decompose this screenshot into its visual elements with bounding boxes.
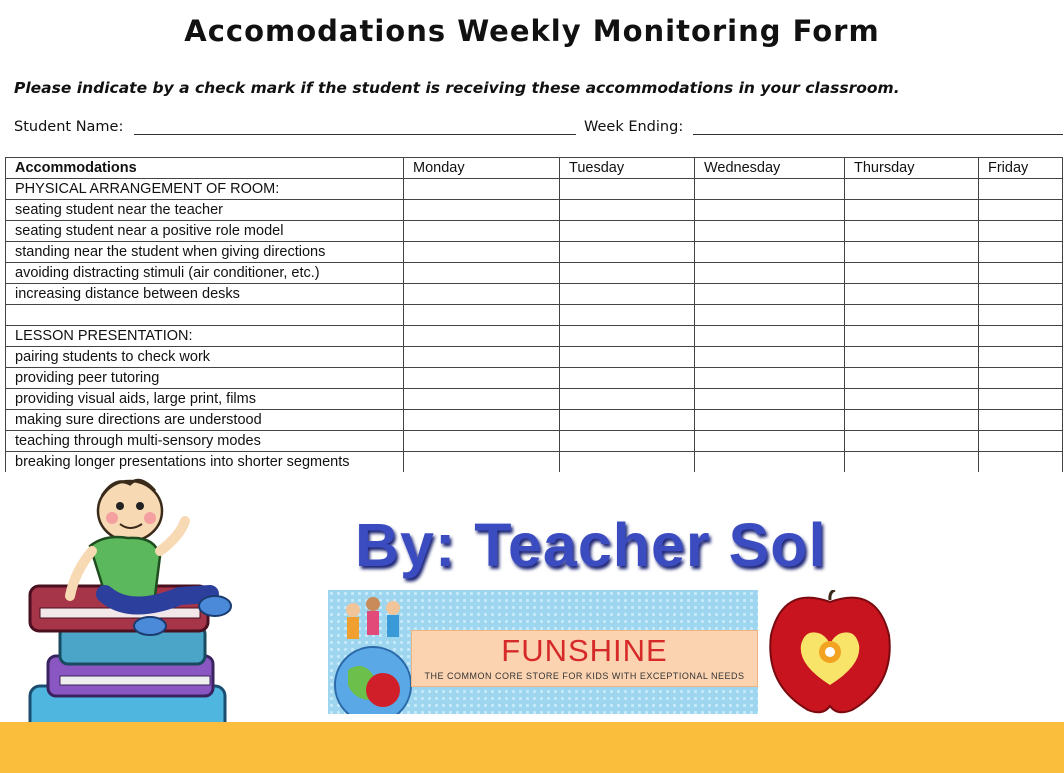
checkmark-cell[interactable] bbox=[845, 305, 979, 326]
table-row bbox=[6, 326, 1063, 347]
accommodation-label: pairing students to check work bbox=[6, 347, 404, 368]
checkmark-cell[interactable] bbox=[845, 221, 979, 242]
table-row bbox=[6, 452, 1063, 473]
student-name-field[interactable] bbox=[134, 120, 576, 135]
table-row bbox=[6, 179, 1063, 200]
accommodation-label: breaking longer presentations into shorter segments bbox=[6, 452, 404, 473]
brand-name: FUNSHINE bbox=[501, 633, 668, 668]
checkmark-cell[interactable] bbox=[979, 221, 1063, 242]
checkmark-cell[interactable] bbox=[979, 242, 1063, 263]
banner-label bbox=[411, 630, 758, 687]
table-row bbox=[6, 389, 1063, 410]
checkmark-cell[interactable] bbox=[845, 431, 979, 452]
checkmark-cell[interactable] bbox=[979, 284, 1063, 305]
apple-icon bbox=[763, 590, 897, 714]
checkmark-cell[interactable] bbox=[979, 305, 1063, 326]
checkmark-cell[interactable] bbox=[404, 221, 560, 242]
accommodation-label: seating student near the teacher bbox=[6, 200, 404, 221]
page-title: Accomodations Weekly Monitoring Form bbox=[184, 14, 880, 48]
checkmark-cell[interactable] bbox=[560, 410, 695, 431]
checkmark-cell[interactable] bbox=[560, 200, 695, 221]
checkmark-cell[interactable] bbox=[560, 284, 695, 305]
column-header-day: Tuesday bbox=[560, 158, 695, 179]
table-row bbox=[6, 242, 1063, 263]
checkmark-cell[interactable] bbox=[695, 389, 845, 410]
student-name-label: Student Name: bbox=[14, 119, 124, 135]
table-row bbox=[6, 368, 1063, 389]
table-row bbox=[6, 305, 1063, 326]
checkmark-cell[interactable] bbox=[560, 368, 695, 389]
checkmark-cell[interactable] bbox=[695, 368, 845, 389]
checkmark-cell[interactable] bbox=[560, 263, 695, 284]
accommodation-label: avoiding distracting stimuli (air conditioner, etc.) bbox=[6, 263, 404, 284]
checkmark-cell[interactable] bbox=[404, 179, 560, 200]
checkmark-cell[interactable] bbox=[979, 200, 1063, 221]
checkmark-cell[interactable] bbox=[404, 410, 560, 431]
checkmark-cell[interactable] bbox=[560, 179, 695, 200]
checkmark-cell[interactable] bbox=[695, 410, 845, 431]
table-row bbox=[6, 431, 1063, 452]
column-header-day: Thursday bbox=[845, 158, 979, 179]
checkmark-cell[interactable] bbox=[560, 305, 695, 326]
accommodation-label: providing visual aids, large print, films bbox=[6, 389, 404, 410]
checkmark-cell[interactable] bbox=[404, 431, 560, 452]
checkmark-cell[interactable] bbox=[695, 305, 845, 326]
footer-bar bbox=[0, 722, 1064, 773]
checkmark-cell[interactable] bbox=[979, 179, 1063, 200]
checkmark-cell[interactable] bbox=[560, 431, 695, 452]
checkmark-cell[interactable] bbox=[845, 200, 979, 221]
checkmark-cell[interactable] bbox=[404, 263, 560, 284]
checkmark-cell[interactable] bbox=[695, 431, 845, 452]
checkmark-cell[interactable] bbox=[845, 347, 979, 368]
week-ending-field[interactable] bbox=[693, 120, 1063, 135]
checkmark-cell[interactable] bbox=[845, 326, 979, 347]
checkmark-cell[interactable] bbox=[695, 242, 845, 263]
week-ending-label: Week Ending: bbox=[584, 119, 684, 135]
accommodation-label: standing near the student when giving directions bbox=[6, 242, 404, 263]
checkmark-cell[interactable] bbox=[404, 452, 560, 473]
table-row bbox=[6, 263, 1063, 284]
week-ending-row bbox=[584, 119, 1063, 135]
column-header-accommodations: Accommodations bbox=[6, 158, 404, 179]
checkmark-cell[interactable] bbox=[404, 326, 560, 347]
byline: By: Teacher Sol bbox=[355, 511, 827, 579]
accommodation-label: seating student near a positive role model bbox=[6, 221, 404, 242]
checkmark-cell[interactable] bbox=[404, 284, 560, 305]
column-header-day: Monday bbox=[404, 158, 560, 179]
checkmark-cell[interactable] bbox=[404, 305, 560, 326]
table-row bbox=[6, 410, 1063, 431]
checkmark-cell[interactable] bbox=[845, 389, 979, 410]
accommodation-label: making sure directions are understood bbox=[6, 410, 404, 431]
checkmark-cell[interactable] bbox=[695, 263, 845, 284]
checkmark-cell[interactable] bbox=[695, 452, 845, 473]
column-header-day: Friday bbox=[979, 158, 1063, 179]
checkmark-cell[interactable] bbox=[845, 242, 979, 263]
checkmark-cell[interactable] bbox=[845, 284, 979, 305]
checkmark-cell[interactable] bbox=[845, 452, 979, 473]
checkmark-cell[interactable] bbox=[979, 410, 1063, 431]
checkmark-cell[interactable] bbox=[404, 242, 560, 263]
column-header-day: Wednesday bbox=[695, 158, 845, 179]
checkmark-cell[interactable] bbox=[979, 389, 1063, 410]
accommodation-label: increasing distance between desks bbox=[6, 284, 404, 305]
checkmark-cell[interactable] bbox=[845, 410, 979, 431]
table-row bbox=[6, 284, 1063, 305]
table-row bbox=[6, 347, 1063, 368]
checkmark-cell[interactable] bbox=[979, 368, 1063, 389]
checkmark-cell[interactable] bbox=[560, 347, 695, 368]
table-row bbox=[6, 221, 1063, 242]
checkmark-cell[interactable] bbox=[695, 326, 845, 347]
checkmark-cell[interactable] bbox=[695, 284, 845, 305]
accommodation-label: PHYSICAL ARRANGEMENT OF ROOM: bbox=[6, 179, 404, 200]
accommodation-label bbox=[6, 305, 404, 326]
accommodation-label: LESSON PRESENTATION: bbox=[6, 326, 404, 347]
checkmark-cell[interactable] bbox=[560, 389, 695, 410]
accommodations-table bbox=[5, 157, 1063, 472]
checkmark-cell[interactable] bbox=[979, 263, 1063, 284]
checkmark-cell[interactable] bbox=[695, 347, 845, 368]
checkmark-cell[interactable] bbox=[404, 368, 560, 389]
accommodation-label: teaching through multi-sensory modes bbox=[6, 431, 404, 452]
instructions: Please indicate by a check mark if the student is receiving these accommodations in your classroom. bbox=[14, 79, 900, 97]
student-name-row bbox=[14, 119, 576, 135]
checkmark-cell[interactable] bbox=[845, 368, 979, 389]
checkmark-cell[interactable] bbox=[979, 347, 1063, 368]
checkmark-cell[interactable] bbox=[845, 179, 979, 200]
checkmark-cell[interactable] bbox=[695, 179, 845, 200]
checkmark-cell[interactable] bbox=[404, 200, 560, 221]
checkmark-cell[interactable] bbox=[560, 452, 695, 473]
checkmark-cell[interactable] bbox=[695, 221, 845, 242]
accommodation-label: providing peer tutoring bbox=[6, 368, 404, 389]
checkmark-cell[interactable] bbox=[560, 221, 695, 242]
brand-tagline: THE COMMON CORE STORE FOR KIDS WITH EXCEPTIONAL NEEDS bbox=[424, 671, 745, 681]
checkmark-cell[interactable] bbox=[404, 389, 560, 410]
checkmark-cell[interactable] bbox=[695, 200, 845, 221]
table-header-row bbox=[6, 158, 1063, 179]
checkmark-cell[interactable] bbox=[979, 431, 1063, 452]
checkmark-cell[interactable] bbox=[979, 452, 1063, 473]
checkmark-cell[interactable] bbox=[845, 263, 979, 284]
checkmark-cell[interactable] bbox=[979, 326, 1063, 347]
checkmark-cell[interactable] bbox=[560, 242, 695, 263]
checkmark-cell[interactable] bbox=[404, 347, 560, 368]
store-banner[interactable] bbox=[328, 590, 902, 714]
table-row bbox=[6, 200, 1063, 221]
checkmark-cell[interactable] bbox=[560, 326, 695, 347]
